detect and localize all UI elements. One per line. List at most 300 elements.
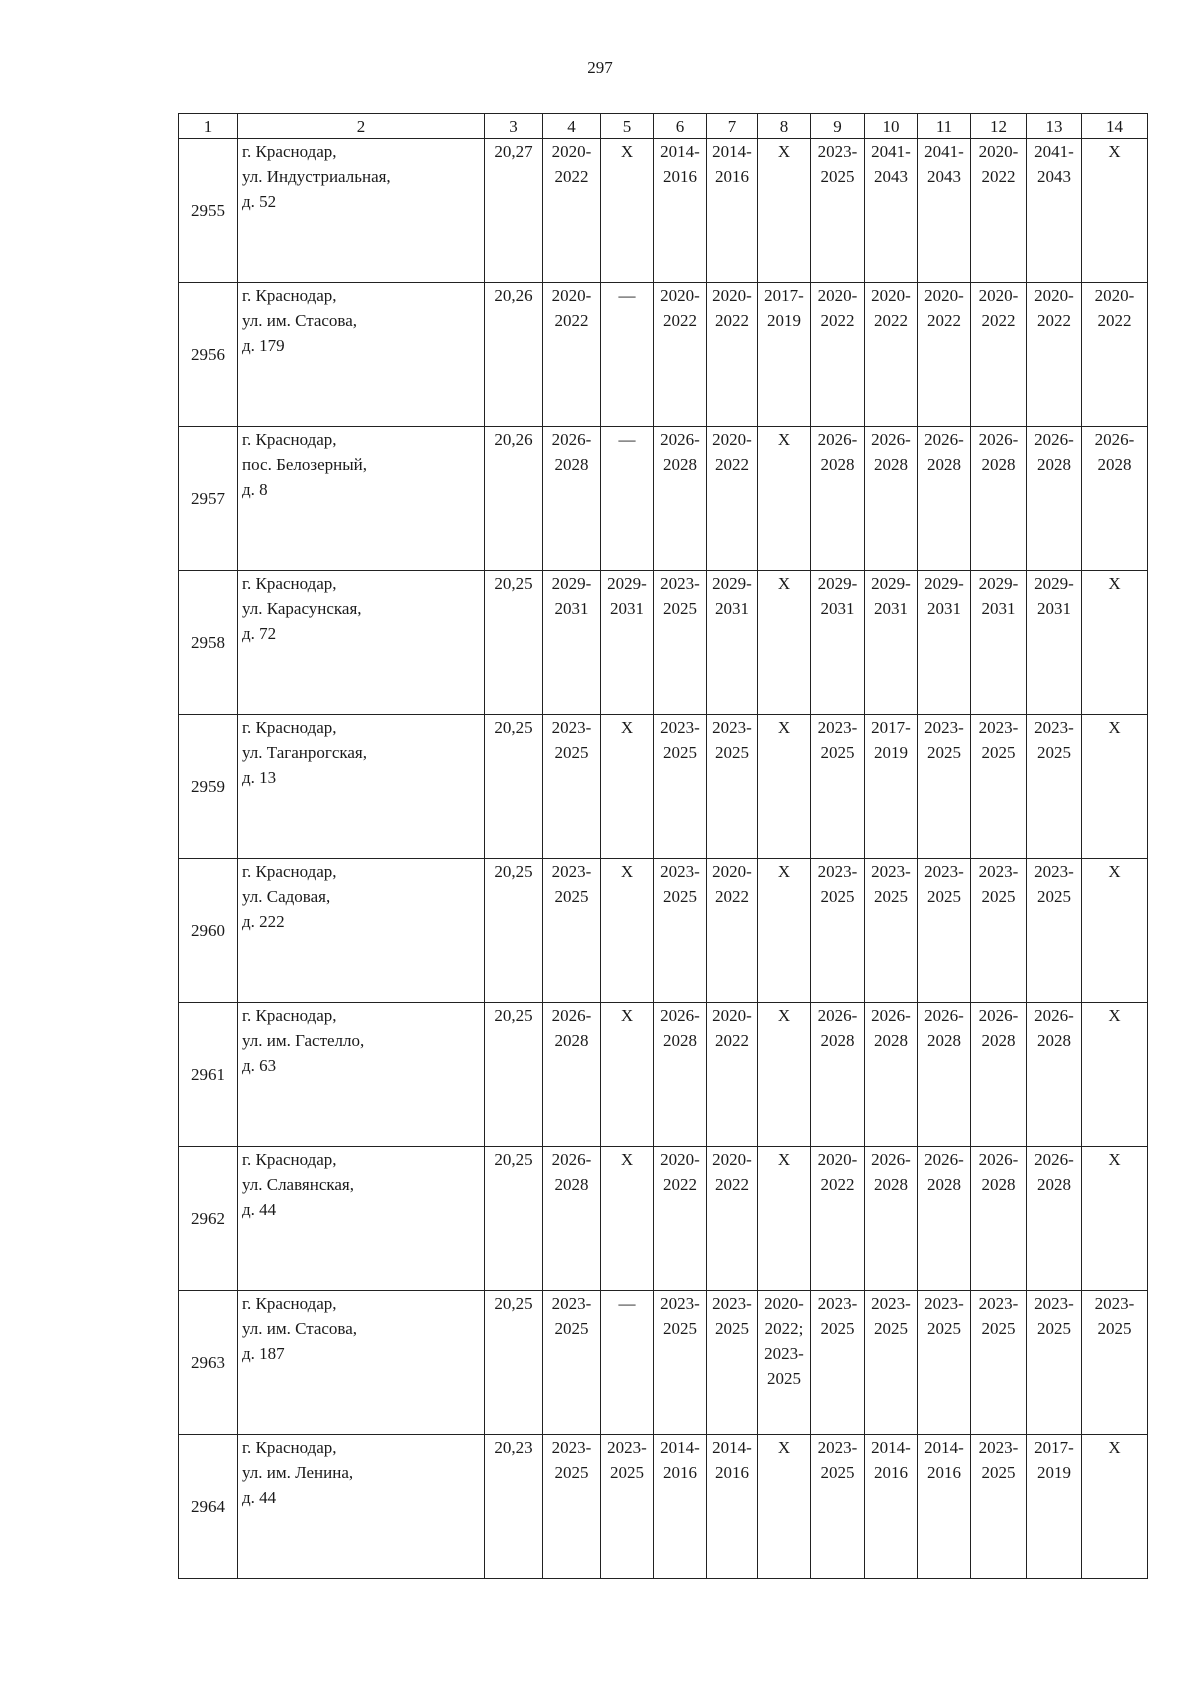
period-cell [601,571,654,715]
period-cell [1027,859,1082,1003]
period-line: 2022 [1037,311,1071,330]
period-cell [865,571,918,715]
address-line: г. Краснодар, [242,718,337,737]
address-line: г. Краснодар, [242,286,337,305]
period-line: 2020- [817,286,858,305]
table-row [179,1003,1148,1147]
period-line: 2019 [767,311,801,330]
address-line: ул. Индустриальная, [242,167,391,186]
period-line: 2025 [554,743,589,762]
period-cell [758,715,811,859]
period-cell [601,715,654,859]
period-cell [865,427,918,571]
period-line: 2031 [874,599,908,618]
period-cell [707,139,758,283]
period-cell [1027,1003,1082,1147]
period-line: 2025 [874,887,908,906]
period-cell [865,139,918,283]
period-line: 2029- [817,574,858,593]
period-line: 2041- [924,142,964,161]
period-line: 2014- [871,1438,911,1457]
period-line: 2025 [663,743,697,762]
period-line: 2023- [924,718,964,737]
period-cell [654,283,707,427]
period-line: X [777,718,791,737]
period-cell [758,283,811,427]
period-line: 2017- [1034,1438,1074,1457]
period-cell [707,427,758,571]
table-row [179,571,1148,715]
period-line: 2023- [1034,862,1074,881]
period-cell [601,1291,654,1435]
column-header: 4 [543,114,601,139]
address-line: ул. им. Гастелло, [242,1031,365,1050]
period-line: 2023- [551,1438,592,1457]
period-cell [811,1291,865,1435]
period-line: 2025 [820,887,855,906]
period-line: 2019 [1037,1463,1071,1482]
period-cell [811,1435,865,1579]
period-line: 2023- [607,1438,647,1457]
period-cell [971,1147,1027,1291]
row-number: 2959 [179,715,238,859]
period-line: 2028 [874,1175,908,1194]
period-line: 2025 [981,887,1016,906]
period-line: 2022 [554,311,589,330]
period-cell [758,1291,811,1435]
period-line: X [620,1006,634,1025]
address-cell [238,715,485,859]
period-cell [1082,1003,1148,1147]
period-line: 2025 [981,743,1016,762]
period-line: 2025 [554,887,589,906]
period-cell [543,1291,601,1435]
period-cell [1082,1435,1148,1579]
address-line: г. Краснодар, [242,1006,337,1025]
period-cell [918,283,971,427]
area-cell: 20,25 [485,1147,543,1291]
period-line: 2026- [817,430,858,449]
period-line: 2025 [554,1463,589,1482]
period-line: 2020- [712,430,752,449]
period-cell [707,1291,758,1435]
period-line: 2041- [871,142,911,161]
period-cell [918,427,971,571]
address-cell [238,571,485,715]
period-line: 2014- [712,1438,752,1457]
address-line: г. Краснодар, [242,574,337,593]
period-cell [1027,283,1082,427]
period-line: 2023- [660,1294,700,1313]
period-line: 2025 [820,1463,855,1482]
period-line: 2031 [820,599,855,618]
period-line: 2023- [817,142,858,161]
period-line: 2020- [712,1006,752,1025]
period-cell [918,715,971,859]
period-line: X [777,430,791,449]
period-line: 2020- [712,1150,752,1169]
period-line: 2028 [927,1175,961,1194]
table-row [179,427,1148,571]
period-line: 2022 [820,311,855,330]
period-cell [758,1147,811,1291]
table-row [179,715,1148,859]
period-line: X [777,1006,791,1025]
period-line: 2022 [820,1175,855,1194]
period-line: 2025 [981,1463,1016,1482]
column-header: 8 [758,114,811,139]
address-cell [238,283,485,427]
period-cell [707,715,758,859]
table-row [179,1147,1148,1291]
period-line: 2023- [1094,1294,1135,1313]
address-line: ул. им. Стасова, [242,311,358,330]
period-cell [1082,139,1148,283]
period-line: 2029- [1034,574,1074,593]
period-line: X [1108,574,1121,593]
address-line: г. Краснодар, [242,1294,337,1313]
period-line: 2028 [554,1175,589,1194]
period-cell [543,283,601,427]
period-line: — [618,430,636,449]
period-line: 2026- [978,1150,1019,1169]
period-line: 2023- [871,1294,911,1313]
period-line: 2022 [663,1175,697,1194]
period-line: 2029- [978,574,1019,593]
period-line: 2031 [554,599,589,618]
period-line: X [777,142,791,161]
period-line: 2017- [871,718,911,737]
period-line: 2023- [817,1438,858,1457]
period-line: 2022; [764,1319,804,1338]
period-line: 2026- [871,1150,911,1169]
period-cell [654,715,707,859]
period-cell [654,1291,707,1435]
period-line: 2020- [551,142,592,161]
period-line: 2019 [874,743,908,762]
period-line: 2017- [764,286,804,305]
address-line: ул. им. Ленина, [242,1463,354,1482]
area-cell: 20,26 [485,283,543,427]
period-line: 2020- [660,1150,700,1169]
period-line: 2028 [874,1031,908,1050]
period-line: 2028 [554,1031,589,1050]
period-cell [758,427,811,571]
period-line: 2023- [551,718,592,737]
period-cell [971,571,1027,715]
period-line: 2025 [715,1319,749,1338]
period-cell [543,427,601,571]
period-line: 2026- [1034,1150,1074,1169]
header-row [179,114,1148,139]
period-line: 2025 [663,1319,697,1338]
column-header: 7 [707,114,758,139]
period-line: 2028 [1037,455,1071,474]
period-line: 2016 [663,1463,697,1482]
period-line: 2023- [924,1294,964,1313]
period-line: 2016 [715,1463,749,1482]
period-line: 2025 [715,743,749,762]
period-cell [601,1003,654,1147]
address-line: д. 72 [242,624,277,643]
period-cell [707,1147,758,1291]
period-cell [811,139,865,283]
period-cell [918,571,971,715]
period-cell [918,1147,971,1291]
period-cell [865,1003,918,1147]
area-cell: 20,27 [485,139,543,283]
period-line: 2026- [1034,430,1074,449]
period-line: 2028 [554,455,589,474]
address-line: ул. Таганрогская, [242,743,367,762]
period-line: 2023- [817,718,858,737]
row-number: 2955 [179,139,238,283]
period-line: 2023- [978,718,1019,737]
column-header: 14 [1082,114,1148,139]
period-line: 2026- [551,1006,592,1025]
period-line: 2023- [871,862,911,881]
period-line: 2025 [981,1319,1016,1338]
period-line: 2025 [1097,1319,1132,1338]
area-cell: 20,25 [485,1291,543,1435]
period-cell [654,1435,707,1579]
period-cell [811,283,865,427]
table-row [179,859,1148,1003]
period-line: 2023- [1034,718,1074,737]
area-cell: 20,25 [485,859,543,1003]
period-line: 2025 [874,1319,908,1338]
period-line: 2014- [924,1438,964,1457]
address-cell [238,859,485,1003]
period-line: 2028 [927,455,961,474]
column-header: 9 [811,114,865,139]
period-cell [707,1435,758,1579]
address-line: д. 63 [242,1056,277,1075]
period-cell [971,139,1027,283]
period-line: 2023- [924,862,964,881]
area-cell: 20,25 [485,1003,543,1147]
period-line: 2023- [817,1294,858,1313]
period-line: 2022 [1097,311,1132,330]
period-cell [758,1435,811,1579]
period-line: 2043 [874,167,908,186]
address-line: д. 8 [242,480,268,499]
address-cell [238,1291,485,1435]
period-line: 2016 [663,167,697,186]
address-line: д. 222 [242,912,285,931]
row-number: 2960 [179,859,238,1003]
period-line: 2031 [981,599,1016,618]
period-line: 2026- [551,1150,592,1169]
period-cell [865,283,918,427]
period-cell [1027,571,1082,715]
period-line: X [1108,862,1121,881]
period-line: 2026- [871,430,911,449]
address-line: ул. Садовая, [242,887,331,906]
column-header: 12 [971,114,1027,139]
address-line: пос. Белозерный, [242,455,367,474]
period-line: X [1108,1150,1121,1169]
period-cell [811,859,865,1003]
table-row [179,283,1148,427]
period-line: 2022 [715,887,749,906]
period-line: 2020- [712,862,752,881]
period-line: 2023- [764,1344,804,1363]
row-number: 2957 [179,427,238,571]
period-line: 2022 [715,455,749,474]
address-cell [238,1147,485,1291]
period-line: 2025 [927,743,961,762]
period-line: 2022 [663,311,697,330]
period-line: 2025 [610,1463,644,1482]
address-cell [238,139,485,283]
period-line: 2025 [554,1319,589,1338]
period-line: 2022 [874,311,908,330]
table-row [179,139,1148,283]
period-cell [543,1003,601,1147]
period-line: 2023- [660,574,700,593]
period-line: 2022 [981,311,1016,330]
period-line: 2025 [820,1319,855,1338]
period-line: X [620,862,634,881]
period-cell [707,283,758,427]
period-cell [918,1003,971,1147]
period-line: 2029- [871,574,911,593]
period-line: 2023- [660,862,700,881]
period-line: 2020- [1094,286,1135,305]
address-line: д. 44 [242,1488,277,1507]
period-cell [601,139,654,283]
period-cell [865,859,918,1003]
period-cell [601,1435,654,1579]
address-line: д. 187 [242,1344,285,1363]
period-line: — [618,286,636,305]
period-cell [543,1435,601,1579]
column-header: 6 [654,114,707,139]
period-cell [601,859,654,1003]
period-line: 2041- [1034,142,1074,161]
area-cell: 20,25 [485,715,543,859]
period-cell [971,715,1027,859]
period-cell [865,1435,918,1579]
period-line: 2031 [927,599,961,618]
column-header: 10 [865,114,918,139]
period-cell [601,427,654,571]
period-cell [811,571,865,715]
period-line: 2016 [874,1463,908,1482]
period-line: 2022 [927,311,961,330]
period-line: 2014- [712,142,752,161]
period-cell [601,283,654,427]
period-cell [654,859,707,1003]
period-line: 2016 [715,167,749,186]
period-line: 2023- [712,1294,752,1313]
period-cell [971,1003,1027,1147]
period-line: 2025 [663,887,697,906]
period-line: 2022 [715,311,749,330]
period-cell [1082,283,1148,427]
period-line: 2020- [764,1294,804,1313]
period-line: X [777,1150,791,1169]
period-line: 2026- [978,430,1019,449]
period-cell [707,571,758,715]
table-row [179,1435,1148,1579]
period-line: — [618,1294,636,1313]
period-line: 2029- [924,574,964,593]
column-header: 2 [238,114,485,139]
period-cell [1027,1291,1082,1435]
period-cell [811,1003,865,1147]
period-cell [543,139,601,283]
address-line: ул. Славянская, [242,1175,354,1194]
period-line: 2023- [712,718,752,737]
period-line: 2023- [660,718,700,737]
period-cell [758,1003,811,1147]
column-header: 13 [1027,114,1082,139]
period-cell [654,1003,707,1147]
period-line: 2022 [554,167,589,186]
period-line: 2023- [551,862,592,881]
period-line: 2022 [715,1175,749,1194]
period-line: 2025 [820,167,855,186]
period-line: 2023- [978,862,1019,881]
period-cell [811,715,865,859]
period-line: 2029- [712,574,752,593]
register-table [178,113,1148,1579]
period-line: X [1108,142,1121,161]
row-number: 2962 [179,1147,238,1291]
period-line: X [620,1150,634,1169]
period-cell [654,139,707,283]
period-cell [1082,1147,1148,1291]
period-line: 2014- [660,142,700,161]
period-cell [865,1291,918,1435]
period-line: X [620,142,634,161]
period-line: 2026- [871,1006,911,1025]
period-line: 2026- [817,1006,858,1025]
period-cell [758,859,811,1003]
period-line: 2022 [981,167,1016,186]
period-cell [1027,139,1082,283]
area-cell: 20,26 [485,427,543,571]
row-number: 2961 [179,1003,238,1147]
period-cell [918,859,971,1003]
period-cell [918,1435,971,1579]
address-line: г. Краснодар, [242,1438,337,1457]
period-line: 2028 [927,1031,961,1050]
period-cell [971,283,1027,427]
period-line: 2020- [551,286,592,305]
period-cell [865,715,918,859]
period-line: 2026- [924,430,964,449]
row-number: 2956 [179,283,238,427]
period-line: 2025 [663,599,697,618]
period-line: 2014- [660,1438,700,1457]
period-cell [918,139,971,283]
address-line: г. Краснодар, [242,430,337,449]
period-line: 2020- [817,1150,858,1169]
period-cell [707,859,758,1003]
period-cell [811,427,865,571]
period-line: 2025 [820,743,855,762]
period-line: X [1108,1438,1121,1457]
period-line: X [620,718,634,737]
address-line: д. 179 [242,336,285,355]
period-cell [654,571,707,715]
address-line: г. Краснодар, [242,1150,337,1169]
period-line: 2028 [1037,1031,1071,1050]
period-line: 2020- [924,286,964,305]
